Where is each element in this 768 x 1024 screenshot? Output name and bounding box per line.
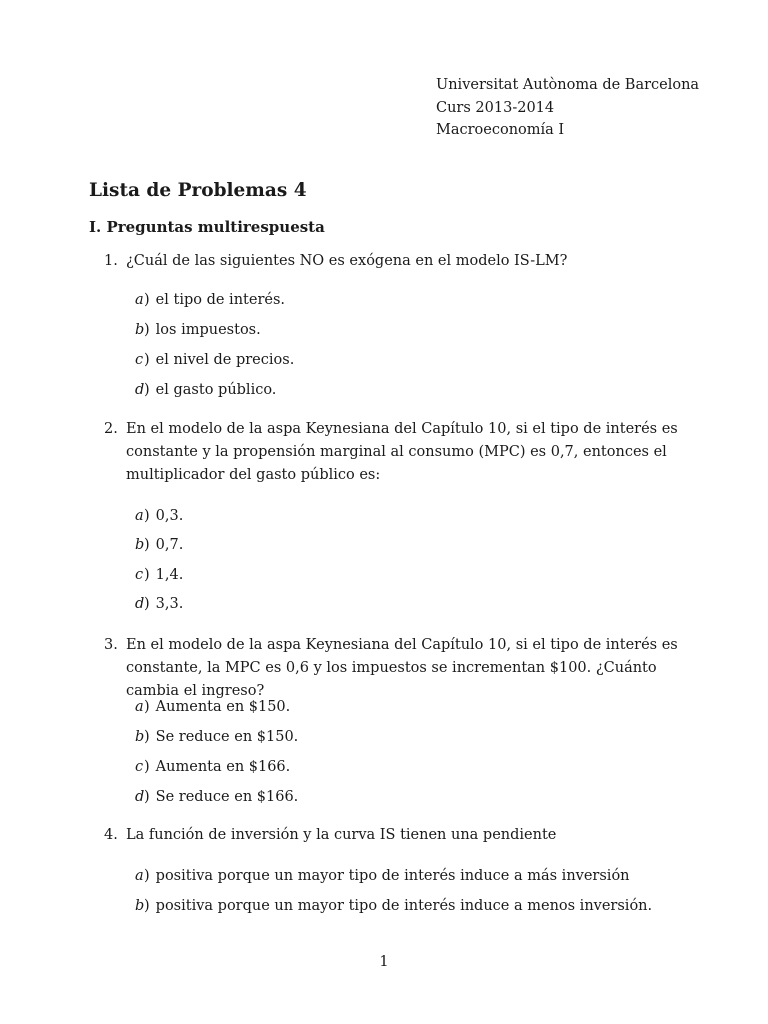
option-text: los impuestos. xyxy=(155,322,261,338)
document-header xyxy=(436,74,699,142)
option-3b: b) Se reduce en $150. xyxy=(135,729,299,745)
option-text: el tipo de interés. xyxy=(155,292,286,308)
option-text: el nivel de precios. xyxy=(155,352,295,368)
option-3a: a) Aumenta en $150. xyxy=(135,699,291,715)
option-label: b xyxy=(135,322,145,338)
option-label: b xyxy=(135,898,145,914)
option-2a: a) 0,3. xyxy=(135,508,184,524)
option-text: Se reduce en $166. xyxy=(155,789,299,805)
subject-name: Macroeconomía I xyxy=(436,122,565,138)
option-text: 0,7. xyxy=(155,537,184,553)
question-number: 1. xyxy=(104,253,118,269)
option-label: a xyxy=(135,868,144,884)
section-heading: I. Preguntas multirespuesta xyxy=(89,218,325,236)
question-4 xyxy=(104,824,694,847)
option-text: positiva porque un mayor tipo de interés induce a más inversión xyxy=(155,868,630,884)
option-text: 3,3. xyxy=(155,596,184,612)
option-1d: d) el gasto público. xyxy=(135,382,277,398)
option-label: c xyxy=(135,567,144,583)
option-text: Aumenta en $166. xyxy=(155,759,291,775)
option-label: a xyxy=(135,292,144,308)
question-number: 3. xyxy=(104,637,118,653)
question-2 xyxy=(104,418,694,487)
option-label: c xyxy=(135,759,144,775)
option-label: d xyxy=(135,382,145,398)
question-3 xyxy=(104,634,694,703)
option-text: 1,4. xyxy=(155,567,184,583)
option-label: d xyxy=(135,789,145,805)
option-text: Aumenta en $150. xyxy=(155,699,291,715)
option-text: positiva porque un mayor tipo de interés induce a menos inversión. xyxy=(155,898,653,914)
question-1 xyxy=(104,250,694,273)
question-number: 4. xyxy=(104,827,118,843)
option-2d: d) 3,3. xyxy=(135,596,184,612)
option-label: d xyxy=(135,596,145,612)
option-1c: c) el nivel de precios. xyxy=(135,352,295,368)
institution-name: Universitat Autònoma de Barcelona xyxy=(436,77,700,93)
question-text: En el modelo de la aspa Keynesiana del Capítulo 10, si el tipo de interés es constante, la MPC es 0,6 y los impuestos se incrementan $100. ¿Cuánto cambia el ingreso? xyxy=(126,637,678,699)
page-number: 1 xyxy=(379,954,389,970)
course-year: Curs 2013-2014 xyxy=(436,99,555,116)
question-text: La función de inversión y la curva IS tienen una pendiente xyxy=(126,827,557,843)
document-title: Lista de Problemas 4 xyxy=(89,180,307,201)
option-label: a xyxy=(135,699,144,715)
option-label: c xyxy=(135,352,144,368)
question-text: En el modelo de la aspa Keynesiana del Capítulo 10, si el tipo de interés es constante y la propensión marginal al consumo (MPC) es 0,7, entonces el multiplicador del gasto público es: xyxy=(126,421,678,483)
option-label: a xyxy=(135,508,144,524)
question-number: 2. xyxy=(104,421,118,437)
option-3d: d) Se reduce en $166. xyxy=(135,789,299,805)
option-1a: a) el tipo de interés. xyxy=(135,292,286,308)
option-text: Se reduce en $150. xyxy=(155,729,299,745)
option-3c: c) Aumenta en $166. xyxy=(135,759,291,775)
option-1b: b) los impuestos. xyxy=(135,322,261,338)
option-label: b xyxy=(135,537,145,553)
option-4a: a) positiva porque un mayor tipo de interés induce a más inversión xyxy=(135,868,630,884)
option-text: el gasto público. xyxy=(155,382,277,398)
question-text: ¿Cuál de las siguientes NO es exógena en el modelo IS-LM? xyxy=(126,253,568,269)
option-label: b xyxy=(135,729,145,745)
option-4b: b) positiva porque un mayor tipo de interés induce a menos inversión. xyxy=(135,898,653,914)
option-2c: c) 1,4. xyxy=(135,567,184,583)
option-2b: b) 0,7. xyxy=(135,537,184,553)
option-text: 0,3. xyxy=(155,508,184,524)
